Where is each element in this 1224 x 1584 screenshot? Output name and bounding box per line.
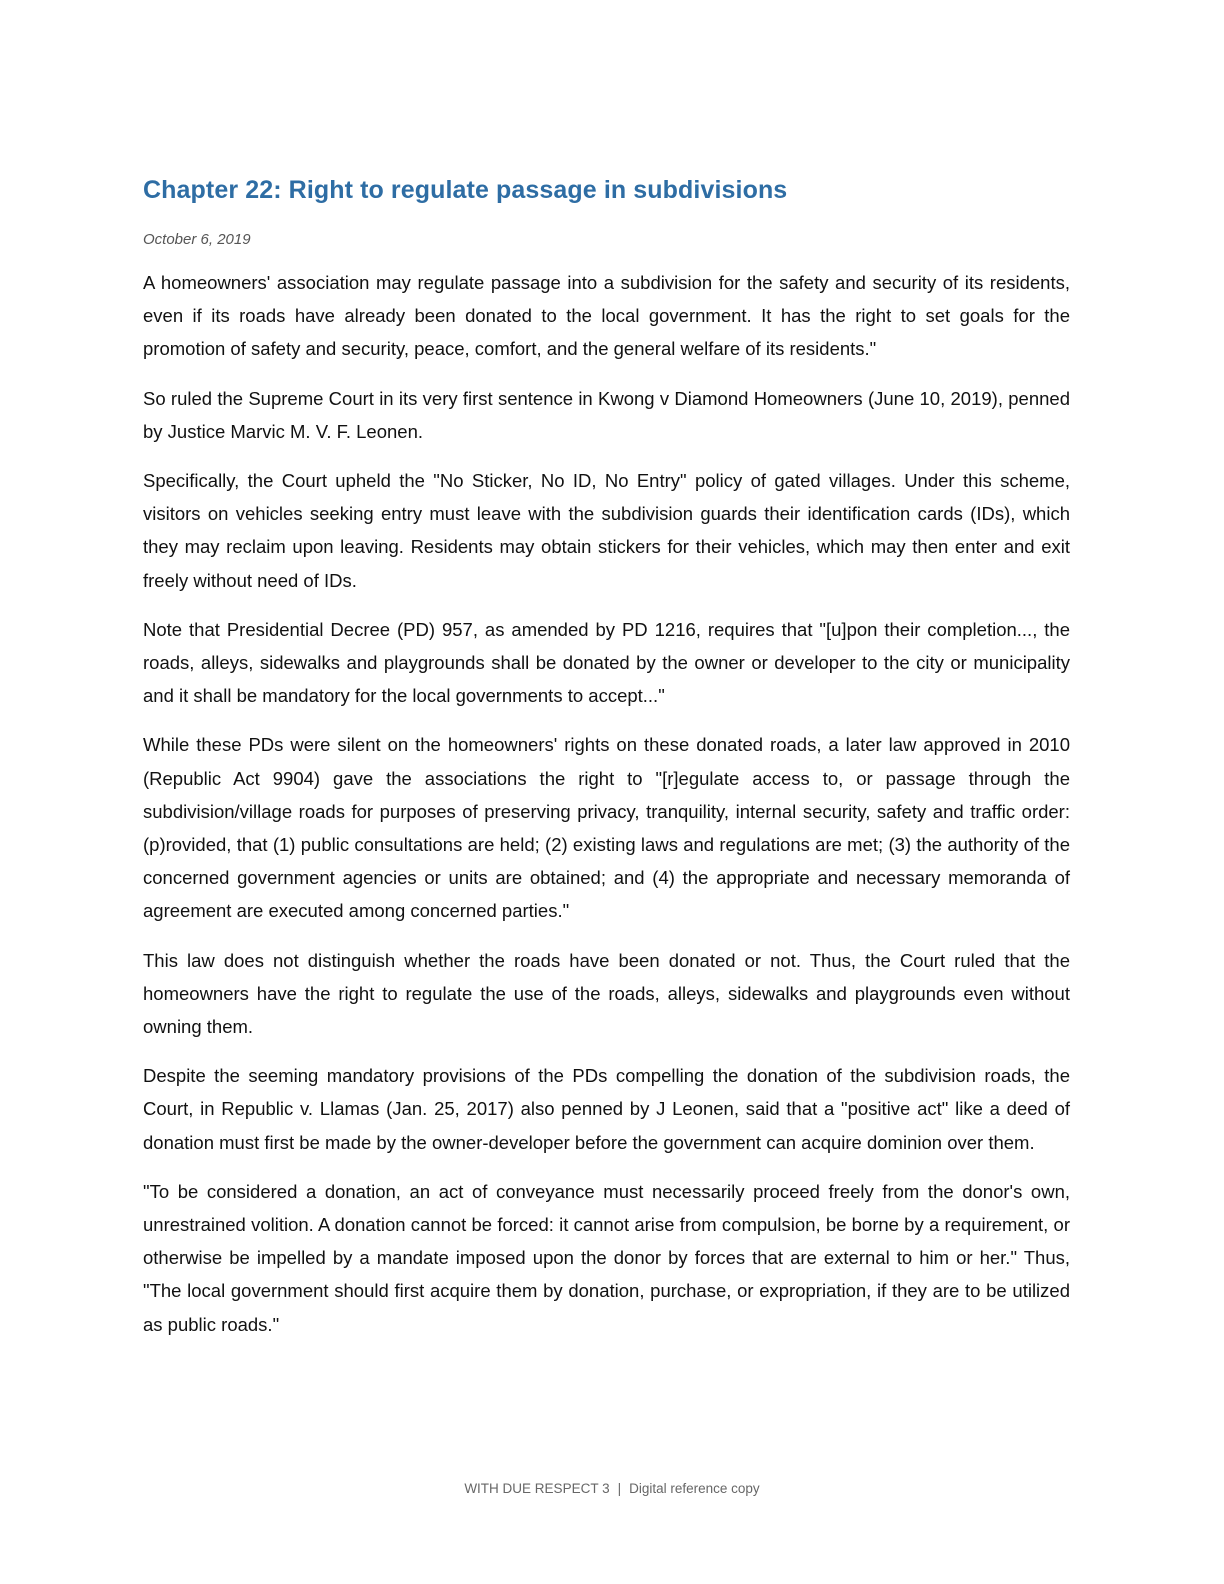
footer-note: Digital reference copy <box>629 1481 760 1496</box>
footer-book-title: WITH DUE RESPECT 3 <box>464 1481 610 1496</box>
paragraph-6: This law does not distinguish whether the roads have been donated or not. Thus, the Court ruled that the homeowners have the right to regulate the use of the roads, alleys, sidewalks and playgrounds even without owning them. <box>143 949 1070 1038</box>
page-footer <box>0 1479 1224 1499</box>
paragraph-1: A homeowners' association may regulate passage into a subdivision for the safety and security of its residents, even if its roads have already been donated to the local government. It has the right to set goals for the promotion of safety and security, peace, comfort, and the general welfare of its residents." <box>143 272 1070 360</box>
paragraph-5: While these PDs were silent on the homeowners' rights on these donated roads, a later law approved in 2010 (Republic Act 9904) gave the associations the right to "[r]egulate access to, or passage through the subdivision/village roads for purposes of preserving privacy, tranquility, internal security, safety and traffic order: (p)rovided, that (1) public consultations are held; (2) existing laws and regulations are met; (3) the authority of the concerned government agencies or units are obtained; and (4) the appropriate and necessary memoranda of agreement are executed among concerned parties." <box>143 734 1070 922</box>
paragraph-7: Despite the seeming mandatory provisions of the PDs compelling the donation of the subdivision roads, the Court, in Republic v. Llamas (Jan. 25, 2017) also penned by J Leonen, said that a "positive act" like a deed of donation must first be made by the owner-developer before the government can acquire dominion over them. <box>143 1065 1070 1153</box>
article-date: October 6, 2019 <box>143 231 251 248</box>
paragraph-4: Note that Presidential Decree (PD) 957, as amended by PD 1216, requires that "[u]pon their completion..., the roads, alleys, sidewalks and playgrounds shall be donated by the owner or developer to the city or municipality and it shall be mandatory for the local governments to accept..." <box>143 618 1070 707</box>
paragraph-8: "To be considered a donation, an act of conveyance must necessarily proceed freely from the donor's own, unrestrained volition. A donation cannot be forced: it cannot arise from compulsion, be borne by a requirement, or otherwise be impelled by a mandate imposed upon the donor by forces that are external to him or her." Thus, "The local government should first acquire them by donation, purchase, or expropriation, if they are to be utilized as public roads." <box>143 1180 1070 1335</box>
paragraph-3: Specifically, the Court upheld the "No Sticker, No ID, No Entry" policy of gated villages. Under this scheme, visitors on vehicles seeking entry must leave with the subdivision guards their identification cards (IDs), which they may reclaim upon leaving. Residents may obtain stickers for their vehicles, which may then enter and exit freely without need of IDs. <box>143 470 1070 591</box>
document-page <box>143 172 1070 1341</box>
footer-separator: | <box>617 1481 622 1496</box>
article-body <box>143 266 1070 1341</box>
paragraph-2: So ruled the Supreme Court in its very first sentence in Kwong v Diamond Homeowners (June 10, 2019), penned by Justice Marvic M. V. F. Leonen. <box>143 387 1070 442</box>
chapter-title: Chapter 22: Right to regulate passage in subdivisions <box>143 176 788 204</box>
